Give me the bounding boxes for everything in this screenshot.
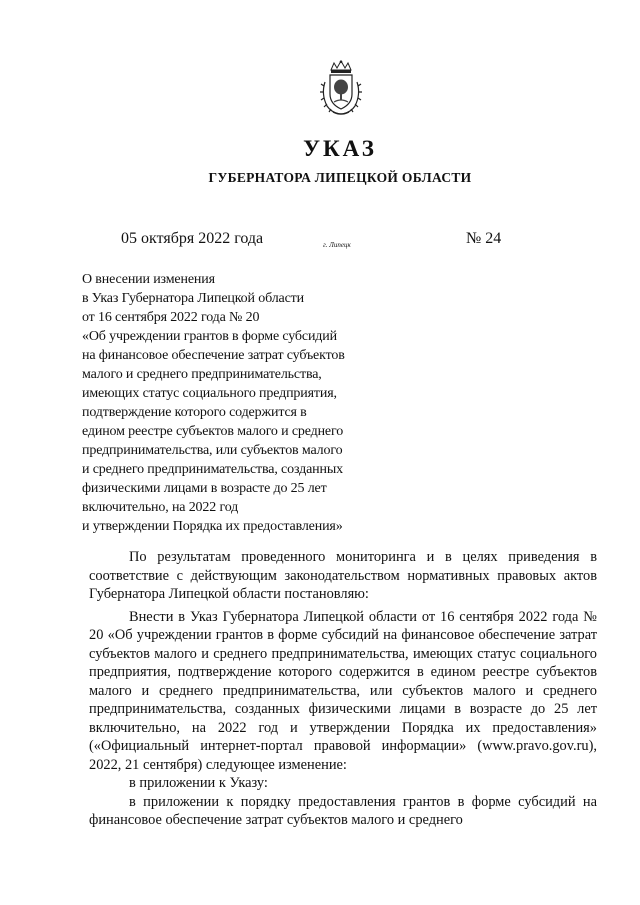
body-paragraph-annex-detail: в приложении к порядку предоставления грантов в форме субсидий на финансовое обеспечение затрат субъектов малого и среднего xyxy=(89,793,597,828)
coat-of-arms-icon xyxy=(319,60,363,116)
decree-title: УКАЗ xyxy=(303,136,377,161)
subject-line: физическими лицами в возрасте до 25 лет xyxy=(82,481,327,496)
subject-line: предпринимательства, или субъектов малого xyxy=(82,443,343,458)
decree-city: г. Липецк xyxy=(323,241,351,249)
body-paragraph-preamble: По результатам проведенного мониторинга и в целях приведения в соответствие с действующим законодательством нормативных правовых актов Губернатора Липецкой области постановляю: xyxy=(89,549,597,602)
decree-body xyxy=(89,548,597,830)
decree-subject xyxy=(82,270,382,536)
subject-line: в Указ Губернатора Липецкой области xyxy=(82,291,304,306)
subject-line: включительно, на 2022 год xyxy=(82,500,239,515)
subject-line: О внесении изменения xyxy=(82,272,215,287)
decree-number: № 24 xyxy=(466,230,502,247)
subject-line: «Об учреждении грантов в форме субсидий xyxy=(82,329,337,344)
subject-line: на финансовое обеспечение затрат субъектов xyxy=(82,348,345,363)
body-paragraph-annex: в приложении к Указу: xyxy=(129,775,268,791)
subject-line: малого и среднего предпринимательства, xyxy=(82,367,322,382)
subject-line: и утверждении Порядка их предоставления» xyxy=(82,519,343,534)
subject-line: и среднего предпринимательства, созданных xyxy=(82,462,343,477)
body-paragraph-amendment: Внести в Указ Губернатора Липецкой области от 16 сентября 2022 года № 20 «Об учреждении грантов в форме субсидий на финансовое обеспечение затрат субъектов малого и среднего предпринимательства, имеющих статус социального предприятия, подтверждение которого содержится в едином реестре субъектов малого и среднего предпринимательства, или субъектов малого и среднего предпринимательства, созданных физическими лицами в возрасте до 25 лет включительно, на 2022 год и утверждении Порядка их предоставления» («Официальный интернет-портал правовой информации» (www.pravo.gov.ru), 2022, 21 сентября) следующее изменение: xyxy=(89,608,597,773)
decree-subtitle: ГУБЕРНАТОРА ЛИПЕЦКОЙ ОБЛАСТИ xyxy=(208,170,472,185)
subject-line: едином реестре субъектов малого и среднего xyxy=(82,424,344,439)
subject-line: от 16 сентября 2022 года № 20 xyxy=(82,310,260,325)
subject-line: имеющих статус социального предприятия, xyxy=(82,386,337,401)
subject-line: подтверждение которого содержится в xyxy=(82,405,307,420)
decree-date: 05 октября 2022 года xyxy=(121,230,264,247)
